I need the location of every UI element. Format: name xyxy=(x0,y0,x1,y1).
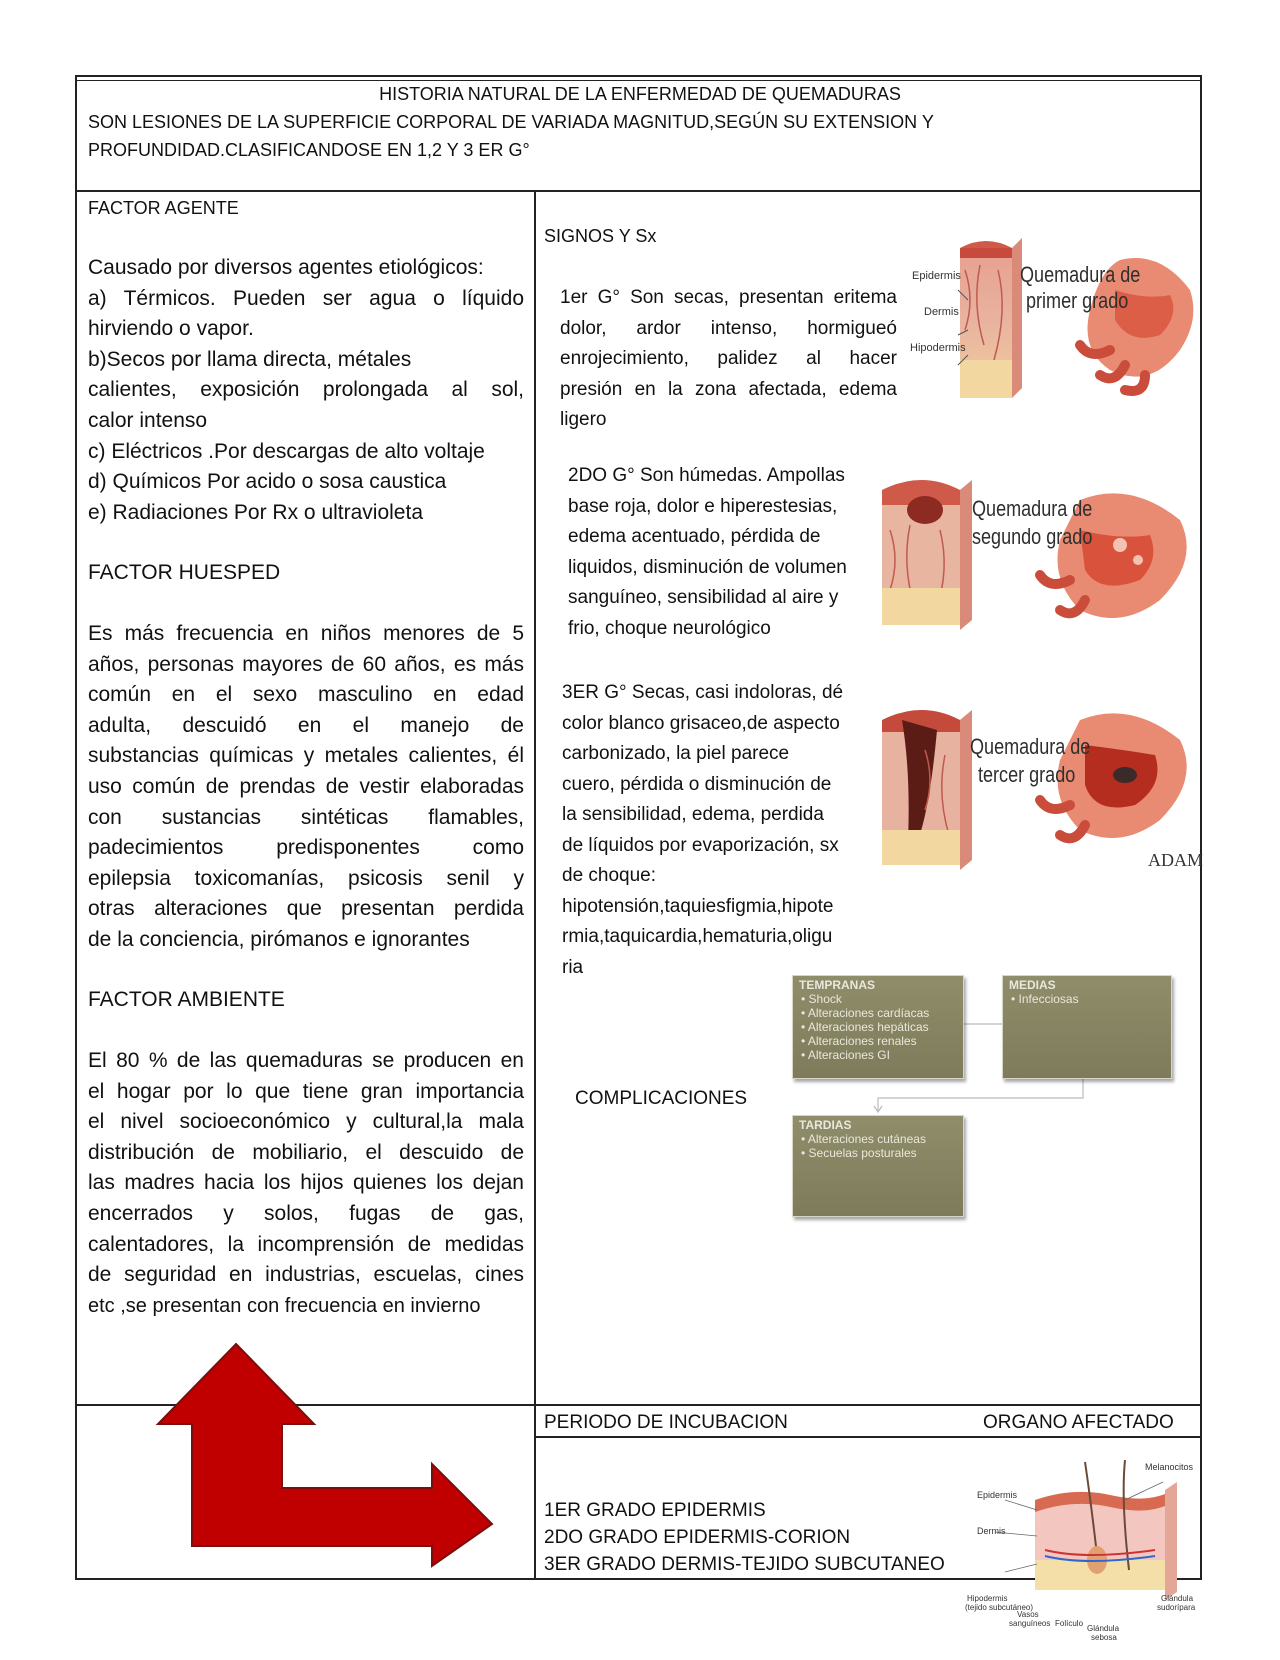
skin-label-vasos-1: Vasos xyxy=(1017,1610,1039,1619)
label-dermis: Dermis xyxy=(924,306,959,318)
g3-line: cuero, pérdida o disminución de xyxy=(562,773,832,795)
huesped-line: uso común de prendas de vestir elaboradas xyxy=(88,774,524,798)
tardias-title: TARDIAS xyxy=(799,1118,852,1132)
agente-line: a) Térmicos. Pueden ser agua o líquido xyxy=(88,286,524,310)
factor-ambiente-text xyxy=(88,1046,524,1321)
g3-line: de choque: xyxy=(562,865,657,886)
factor-huesped-title: FACTOR HUESPED xyxy=(88,561,281,584)
g3-line: 3ER G° Secas, casi indoloras, dé xyxy=(562,682,844,703)
agente-line: e) Radiaciones Por Rx o ultravioleta xyxy=(88,500,423,524)
tardias-item: • Secuelas posturales xyxy=(801,1146,917,1160)
huesped-line: con sustancias sintéticas flamables, xyxy=(88,805,524,829)
skin-anatomy-diagram xyxy=(965,1460,1200,1655)
label-hipodermis: Hipodermis xyxy=(910,342,966,354)
huesped-line: adulta, descuidó en el manejo de xyxy=(88,713,524,737)
huesped-line: otras alteraciones que presentan perdida xyxy=(88,897,524,921)
ambiente-line: etc ,se presentan con frecuencia en invierno xyxy=(88,1294,481,1317)
ambiente-line: distribución de mobiliario, el descuido de xyxy=(88,1140,524,1164)
medias-item: • Infecciosas xyxy=(1011,992,1079,1006)
tempranas-title: TEMPRANAS xyxy=(799,978,876,992)
agente-line: b)Secos por llama directa, métales xyxy=(88,347,412,371)
factor-agente-text xyxy=(88,253,524,528)
g1-line: presión en la zona afectada, edema xyxy=(560,378,897,400)
g1-line: enrojecimiento, palidez al hacer xyxy=(560,348,897,369)
caption-second-degree-1: Quemadura de xyxy=(972,496,1093,521)
skin-label-glandula-sebosa-2: sebosa xyxy=(1091,1633,1117,1642)
huesped-line: años, personas mayores de 60 años, es más xyxy=(88,652,524,676)
skin-label-melanocitos: Melanocitos xyxy=(1145,1462,1194,1472)
g1-line: 1er G° Son secas, presentan eritema xyxy=(560,287,897,308)
factor-ambiente-title: FACTOR AMBIENTE xyxy=(88,988,285,1011)
grado-3-text xyxy=(562,678,882,983)
ambiente-line: las madres hacia los hijos quienes los dejan xyxy=(88,1171,524,1195)
tempranas-item: • Shock xyxy=(801,992,842,1006)
box-medias xyxy=(1002,975,1172,1079)
medias-title: MEDIAS xyxy=(1009,978,1056,992)
tempranas-item: • Alteraciones hepáticas xyxy=(801,1020,929,1034)
label-epidermis: Epidermis xyxy=(912,270,961,282)
skin-label-dermis: Dermis xyxy=(977,1526,1006,1536)
tempranas-item: • Alteraciones cardíacas xyxy=(801,1006,930,1020)
g3-line: rmia,taquicardia,hematuria,oligu xyxy=(562,926,833,947)
box-tardias xyxy=(792,1115,964,1217)
skin-label-glandula-sud-2: sudorípara xyxy=(1157,1603,1196,1612)
caption-first-degree-2: primer grado xyxy=(1026,288,1129,313)
organo-afectado-label: ORGANO AFECTADO xyxy=(983,1412,1174,1433)
grado-1-organo: 1ER GRADO EPIDERMIS xyxy=(544,1500,766,1521)
skin-label-vasos-2: sanguíneos xyxy=(1009,1619,1051,1628)
tempranas-item: • Alteraciones renales xyxy=(801,1034,917,1048)
g2-line: sanguíneo, sensibilidad al aire y xyxy=(568,587,839,608)
huesped-line: padecimientos predisponentes como xyxy=(88,836,524,860)
ambiente-line: el hogar por lo que tiene gran importancia xyxy=(88,1079,524,1103)
agente-line: Causado por diversos agentes etiológicos: xyxy=(88,256,484,279)
second-degree-illustration xyxy=(880,470,1200,630)
signos-title: SIGNOS Y Sx xyxy=(544,226,657,246)
grado-1-text xyxy=(560,283,897,436)
skin-label-epidermis: Epidermis xyxy=(977,1490,1018,1500)
grado-2-organo: 2DO GRADO EPIDERMIS-CORION xyxy=(544,1527,851,1548)
huesped-line: común en el sexo masculino en edad xyxy=(88,683,524,707)
caption-third-degree-2: tercer grado xyxy=(978,762,1076,787)
skin-label-foliculo: Folículo xyxy=(1055,1619,1084,1628)
caption-third-degree-1: Quemadura de xyxy=(970,734,1091,759)
ambiente-line: el nivel socioeconómico y cultural,la mala xyxy=(88,1110,524,1134)
red-arrow-icon xyxy=(150,1340,500,1580)
g2-line: edema acentuado, pérdida de xyxy=(568,526,821,547)
huesped-line: de la conciencia, pirómanos e ignorantes xyxy=(88,927,470,951)
huesped-line: epilepsia toxicomanías, psicosis senil y xyxy=(88,866,524,890)
agente-line: hirviendo o vapor. xyxy=(88,317,254,341)
agente-line: calor intenso xyxy=(88,408,208,432)
periodo-incubacion-label: PERIODO DE INCUBACION xyxy=(544,1412,788,1433)
ambiente-line: encerrados y solos, fugas de gas, xyxy=(88,1201,524,1225)
g2-line: base roja, dolor e hiperestesias, xyxy=(568,495,838,517)
g3-line: la sensibilidad, edema, perdida xyxy=(562,804,824,825)
tardias-item: • Alteraciones cutáneas xyxy=(801,1132,926,1146)
burn-first-degree-image xyxy=(910,230,1200,400)
g3-line: carbonizado, la piel parece xyxy=(562,743,790,764)
factor-huesped-text xyxy=(88,619,524,956)
g3-line: ria xyxy=(562,956,584,978)
box-tempranas xyxy=(792,975,964,1079)
caption-second-degree-2: segundo grado xyxy=(972,524,1093,549)
g3-line: de líquidos por evaporización, sx xyxy=(562,834,839,856)
page-title: HISTORIA NATURAL DE LA ENFERMEDAD DE QUEMADURAS xyxy=(379,84,901,104)
definition-line-2: PROFUNDIDAD.CLASIFICANDOSE EN 1,2 Y 3 ER G° xyxy=(88,140,530,160)
burn-second-degree-image xyxy=(880,470,1200,630)
ambiente-line: El 80 % de las quemaduras se producen en xyxy=(88,1049,524,1072)
tempranas-item: • Alteraciones GI xyxy=(801,1048,890,1062)
grado-3-organo: 3ER GRADO DERMIS-TEJIDO SUBCUTANEO xyxy=(544,1554,945,1575)
g2-line: liquidos, disminución de volumen xyxy=(568,556,847,578)
agente-line: c) Eléctricos .Por descargas de alto voltaje xyxy=(88,439,485,463)
skin-label-hipodermis: Hipodermis xyxy=(967,1594,1008,1603)
g2-line: 2DO G° Son húmedas. Ampollas xyxy=(568,465,845,486)
agente-line: d) Químicos Por acido o sosa caustica xyxy=(88,470,447,494)
caption-first-degree-1: Quemadura de xyxy=(1020,262,1141,287)
g1-line: dolor, ardor intenso, hormigueó xyxy=(560,317,897,339)
factor-agente-title: FACTOR AGENTE xyxy=(88,198,239,218)
adam-watermark: ADAM xyxy=(1148,850,1204,870)
agente-line: calientes, exposición prolongada al sol, xyxy=(88,378,524,402)
ambiente-line: de seguridad en industrias, escuelas, cines xyxy=(88,1263,524,1287)
g3-line: hipotensión,taquiesfigmia,hipote xyxy=(562,895,834,917)
g1-line: ligero xyxy=(560,409,607,430)
g3-line: color blanco grisaceo,de aspecto xyxy=(562,712,840,734)
huesped-line: substancias químicas y metales calientes, él xyxy=(88,744,524,768)
huesped-line: Es más frecuencia en niños menores de 5 xyxy=(88,622,524,645)
skin-label-glandula-sebosa-1: Glándula xyxy=(1087,1624,1120,1633)
complicaciones-title: COMPLICACIONES xyxy=(575,1088,748,1109)
skin-label-glandula-sud-1: Glándula xyxy=(1161,1594,1194,1603)
burn-third-degree-image xyxy=(880,700,1204,870)
ambiente-line: calentadores, la incomprensión de medidas xyxy=(88,1232,524,1256)
definition-line-1: SON LESIONES DE LA SUPERFICIE CORPORAL DE VARIADA MAGNITUD,SEGÚN SU EXTENSION Y xyxy=(88,112,934,132)
g2-line: frio, choque neurológico xyxy=(568,617,771,639)
grado-2-text xyxy=(568,461,880,644)
skin-label-tejido: (tejido subcutáneo) xyxy=(965,1603,1034,1612)
